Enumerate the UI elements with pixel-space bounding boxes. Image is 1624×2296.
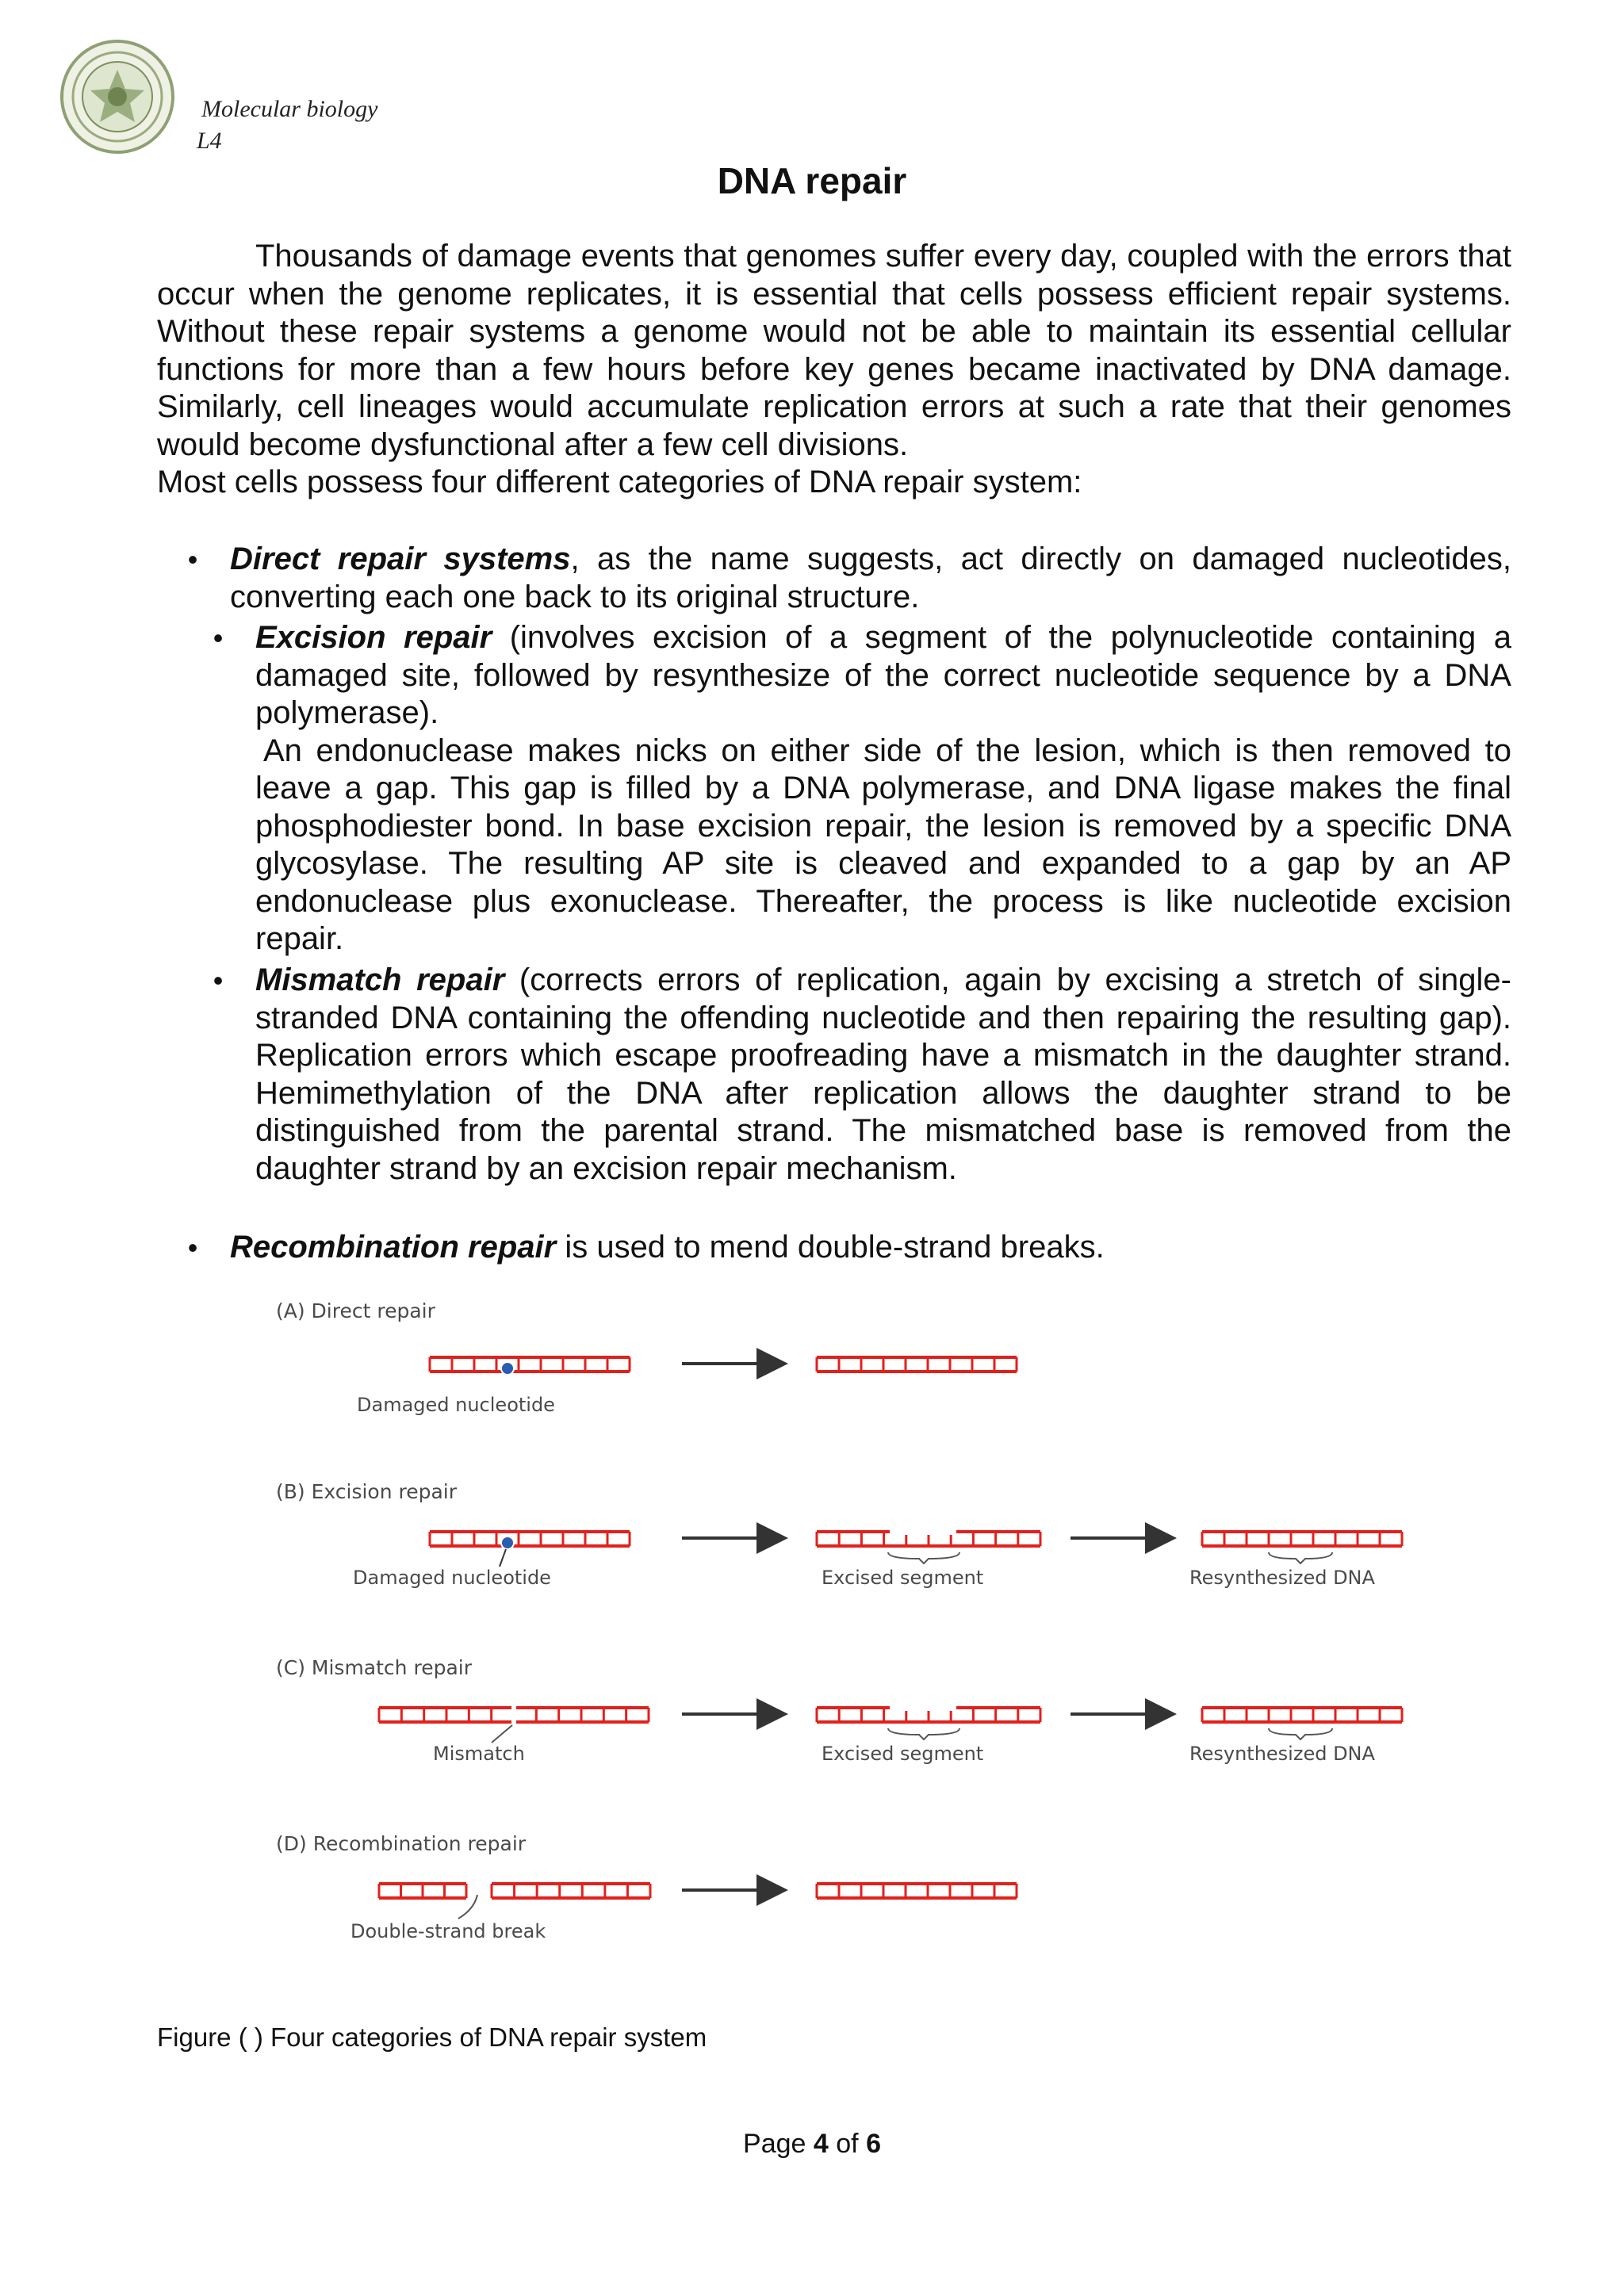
brace-b-resynthesized <box>1269 1552 1332 1563</box>
list-item-recombination-repair <box>187 1229 1511 1267</box>
intro-paragraph: Thousands of damage events that genomes suffer every day, coupled with the errors that occur when the genome replicates, it is essential that cells possess efficient repair systems. Without these repair systems a genome would not be able to maintain its essential cellular functions for more than a few hours before key genes became inactivated by DNA damage. Similarly, cell lineages would accumulate replication errors at such a rate that their genomes would become dysfunctional after a few cell divisions. <box>157 239 1511 462</box>
pager-prefix: Page <box>743 2129 806 2159</box>
label-resynthesized-b: Resynthesized DNA <box>1189 1567 1375 1589</box>
ladder-b-excised-gap <box>890 1529 956 1535</box>
intro-section <box>157 238 1511 502</box>
label-mismatch: Mismatch <box>433 1743 525 1765</box>
dna-repair-figure <box>262 1284 1443 1966</box>
page-title: DNA repair <box>717 160 907 201</box>
page-number <box>0 2126 1624 2161</box>
pointer-line <box>492 1725 512 1743</box>
pager-middle: of <box>836 2129 859 2159</box>
recombination-repair-text: is used to mend double-strand breaks. <box>556 1230 1105 1265</box>
course-header <box>197 94 378 157</box>
damaged-nucleotide-marker <box>501 1536 514 1549</box>
intro-lead: Most cells possess four different categories of DNA repair system: <box>157 465 1082 499</box>
mismatch-repair-text: (corrects errors of replication, again by excising a stretch of single-stranded DNA containing the offending nucleotide and then repairing the resulting gap). Replication errors which escape proofreading have a mismatch in the daughter strand. Hemimethylation of the DNA after replication allows the daughter strand to be distinguished from the parental strand. The mismatched base is removed from the daughter strand by an excision repair mechanism. <box>255 962 1511 1186</box>
bullet-icon: • <box>187 1231 198 1264</box>
excision-repair-text: (involves excision of a segment of the polynucleotide containing a damaged site, followed by resynthesize of the correct nucleotide sequence by a DNA polymerase). <box>255 620 1511 730</box>
damaged-nucleotide-marker <box>501 1362 514 1375</box>
course-name: Molecular biology <box>201 96 378 122</box>
term-direct-repair: Direct repair systems <box>230 541 571 576</box>
panel-d-heading: (D) Recombination repair <box>276 1832 527 1855</box>
term-recombination-repair: Recombination repair <box>230 1230 557 1265</box>
pager-current: 4 <box>813 2129 829 2159</box>
list-item-direct-repair <box>187 541 1511 616</box>
pager-total: 6 <box>866 2129 881 2159</box>
label-excised-segment-b: Excised segment <box>822 1567 984 1589</box>
ladder-c-excised-gap <box>890 1705 956 1711</box>
university-seal-logo <box>59 38 176 155</box>
brace-c-resynthesized <box>1269 1728 1332 1739</box>
panel-b-heading: (B) Excision repair <box>276 1480 458 1503</box>
bullet-icon: • <box>187 543 198 576</box>
brace-c-excised <box>888 1728 959 1739</box>
list-item-mismatch-repair <box>213 962 1511 1188</box>
excision-repair-detail: An endonuclease makes nicks on either side of the lesion, which is then removed to leave a gap. This gap is filled by a DNA polymerase, and DNA ligase makes the final phosphodiester bond. In base excision repair, the lesion is removed by a specific DNA glycosylase. The resulting AP site is cleaved and expanded to a gap by an AP endonuclease plus exonuclease. Thereafter, the process is like nucleotide excision repair. <box>255 733 1511 956</box>
dna-repair-diagram <box>262 1284 1443 1966</box>
figure-caption: Figure ( ) Four categories of DNA repair system <box>157 2022 707 2052</box>
label-excised-segment-c: Excised segment <box>822 1743 984 1765</box>
panel-a-heading: (A) Direct repair <box>276 1299 435 1322</box>
term-excision-repair: Excision repair <box>255 620 492 655</box>
direct-repair-text: , as the name suggests, act directly on damaged nucleotides, converting each one back to its original structure. <box>230 541 1511 614</box>
bullet-icon: • <box>213 964 224 997</box>
label-double-strand-break: Double-strand break <box>350 1920 546 1942</box>
term-mismatch-repair: Mismatch repair <box>255 962 505 997</box>
dna-ladders <box>379 1357 1402 1919</box>
bullet-icon: • <box>213 622 224 654</box>
pointer-line <box>500 1549 506 1567</box>
list-item-excision-repair <box>213 619 1511 959</box>
label-resynthesized-c: Resynthesized DNA <box>1189 1743 1375 1765</box>
label-damaged-nucleotide-a: Damaged nucleotide <box>357 1394 555 1416</box>
brace-b-excised <box>888 1552 959 1563</box>
label-damaged-nucleotide-b: Damaged nucleotide <box>353 1567 551 1589</box>
panel-c-heading: (C) Mismatch repair <box>276 1656 472 1679</box>
course-level: L4 <box>197 128 222 154</box>
